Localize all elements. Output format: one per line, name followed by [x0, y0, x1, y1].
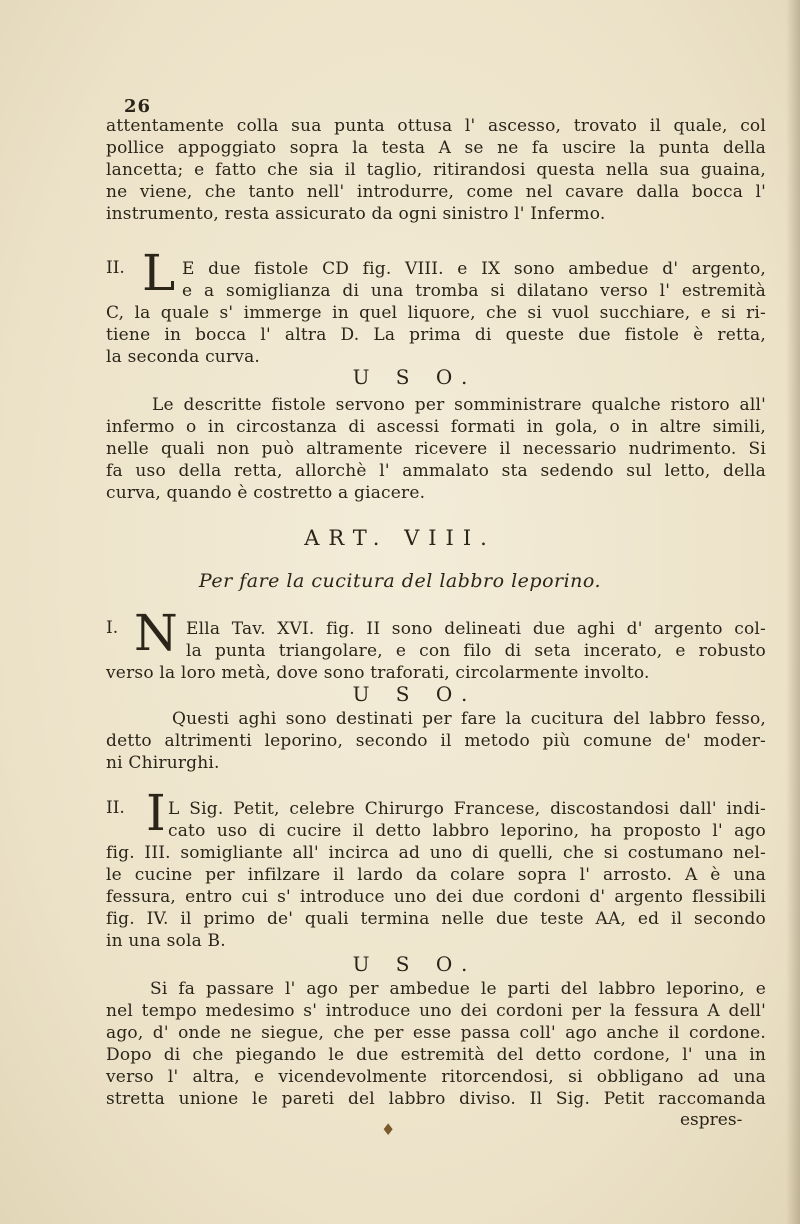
section-number: II. [106, 258, 125, 278]
article-heading: ART. VIII. [304, 526, 496, 550]
paragraph-uso-petit [106, 978, 766, 1110]
text-line: Questi aghi sono destinati per fare la cucitura del labbro fesso, [172, 709, 766, 729]
text-line: la seconda curva. [106, 347, 261, 367]
text-line: pollice appoggiato sopra la testa A se ne fa uscire la punta della [106, 138, 766, 158]
text-line: ne viene, che tanto nell' introdurre, come nel cavare dalla bocca l' [106, 182, 766, 202]
text-line: tiene in bocca l' altra D. La prima di queste due fistole è retta, [106, 325, 766, 345]
uso-heading: U S O. [352, 365, 478, 389]
uso-heading: U S O. [352, 682, 478, 706]
text-line: fig. IV. il primo de' quali termina nelle due teste AA, ed il secondo [106, 909, 766, 929]
text-line: verso l' altra, e vicendevolmente ritorcendosi, si obbligano ad una [106, 1067, 766, 1087]
text-line: cato uso di cucire il detto labbro leporino, ha proposto l' ago [168, 821, 766, 841]
text-line: e a somiglianza di una tromba si dilatano verso l' estremità [182, 281, 766, 301]
text-line: Ella Tav. XVI. fig. II sono delineati due aghi d' argento col- [186, 619, 766, 639]
text-line: detto altrimenti leporino, secondo il metodo più comune de' moder- [106, 731, 766, 751]
page-edge-shadow [786, 0, 800, 1224]
text-line: L Sig. Petit, celebre Chirurgo Francese, discostandosi dall' indi- [168, 799, 766, 819]
text-line: Si fa passare l' ago per ambedue le parti del labbro leporino, e [150, 979, 766, 999]
paragraph-uso-aghi [106, 708, 766, 774]
section-number: I. [106, 618, 119, 638]
text-line: C, la quale s' immerge in quel liquore, che si vuol succhiare, e si ri- [106, 303, 766, 323]
drop-cap: I [146, 784, 166, 842]
text-line: Dopo di che piegando le due estremità del detto cordone, l' una in [106, 1045, 766, 1065]
text-line: fig. III. somigliante all' incirca ad uno di quelli, che si costumano nel- [106, 843, 766, 863]
page-number: 26 [124, 96, 152, 117]
text-line: E due fistole CD fig. VIII. e IX sono ambedue d' argento, [182, 259, 766, 279]
catchword: espres- [680, 1110, 743, 1130]
text-line: lancetta; e fatto che sia il taglio, ritirandosi questa nella sua guaina, [106, 160, 766, 180]
uso-heading: U S O. [352, 952, 478, 976]
drop-cap: L [142, 244, 176, 302]
drop-cap: N [134, 604, 178, 662]
text-line: nelle quali non può altramente ricevere il necessario nudrimento. Si [106, 439, 766, 459]
text-line: fessura, entro cui s' introduce uno dei due cordoni d' argento flessibili [106, 887, 766, 907]
paragraph-petit [106, 798, 766, 952]
text-line: attentamente colla sua punta ottusa l' ascesso, trovato il quale, col [106, 116, 766, 136]
text-line: fa uso della retta, allorchè l' ammalato sta sedendo sul letto, della [106, 461, 766, 481]
text-line: verso la loro metà, dove sono traforati, circolarmente involto. [106, 663, 650, 683]
text-line: Le descritte fistole servono per somministrare qualche ristoro all' [152, 395, 766, 415]
paragraph-uso-fistole [106, 394, 766, 504]
text-line: la punta triangolare, e con filo di seta incerato, e robusto [186, 641, 766, 661]
text-line: ago, d' onde ne siegue, che per esse passa coll' ago anche il cordone. [106, 1023, 766, 1043]
text-line: instrumento, resta assicurato da ogni sinistro l' Infermo. [106, 204, 606, 224]
text-line: le cucine per infilzare il lardo da colare sopra l' arrosto. A è una [106, 865, 766, 885]
text-line: in una sola B. [106, 931, 226, 951]
paragraph-fistole [106, 258, 766, 368]
text-line: infermo o in circostanza di ascessi formati in gola, o in altre simili, [106, 417, 766, 437]
text-line: curva, quando è costretto a giacere. [106, 483, 426, 503]
ink-mark-icon: ♦ [381, 1120, 396, 1139]
text-line: ni Chirurghi. [106, 753, 220, 773]
paragraph-continuation [106, 115, 766, 225]
section-number: II. [106, 798, 125, 818]
article-subtitle: Per fare la cucitura del labbro leporino. [198, 570, 602, 592]
text-line: nel tempo medesimo s' introduce uno dei cordoni per la fessura A dell' [106, 1001, 766, 1021]
text-line: stretta unione le pareti del labbro diviso. Il Sig. Petit raccomanda [106, 1089, 766, 1109]
paragraph-aghi [106, 618, 766, 684]
